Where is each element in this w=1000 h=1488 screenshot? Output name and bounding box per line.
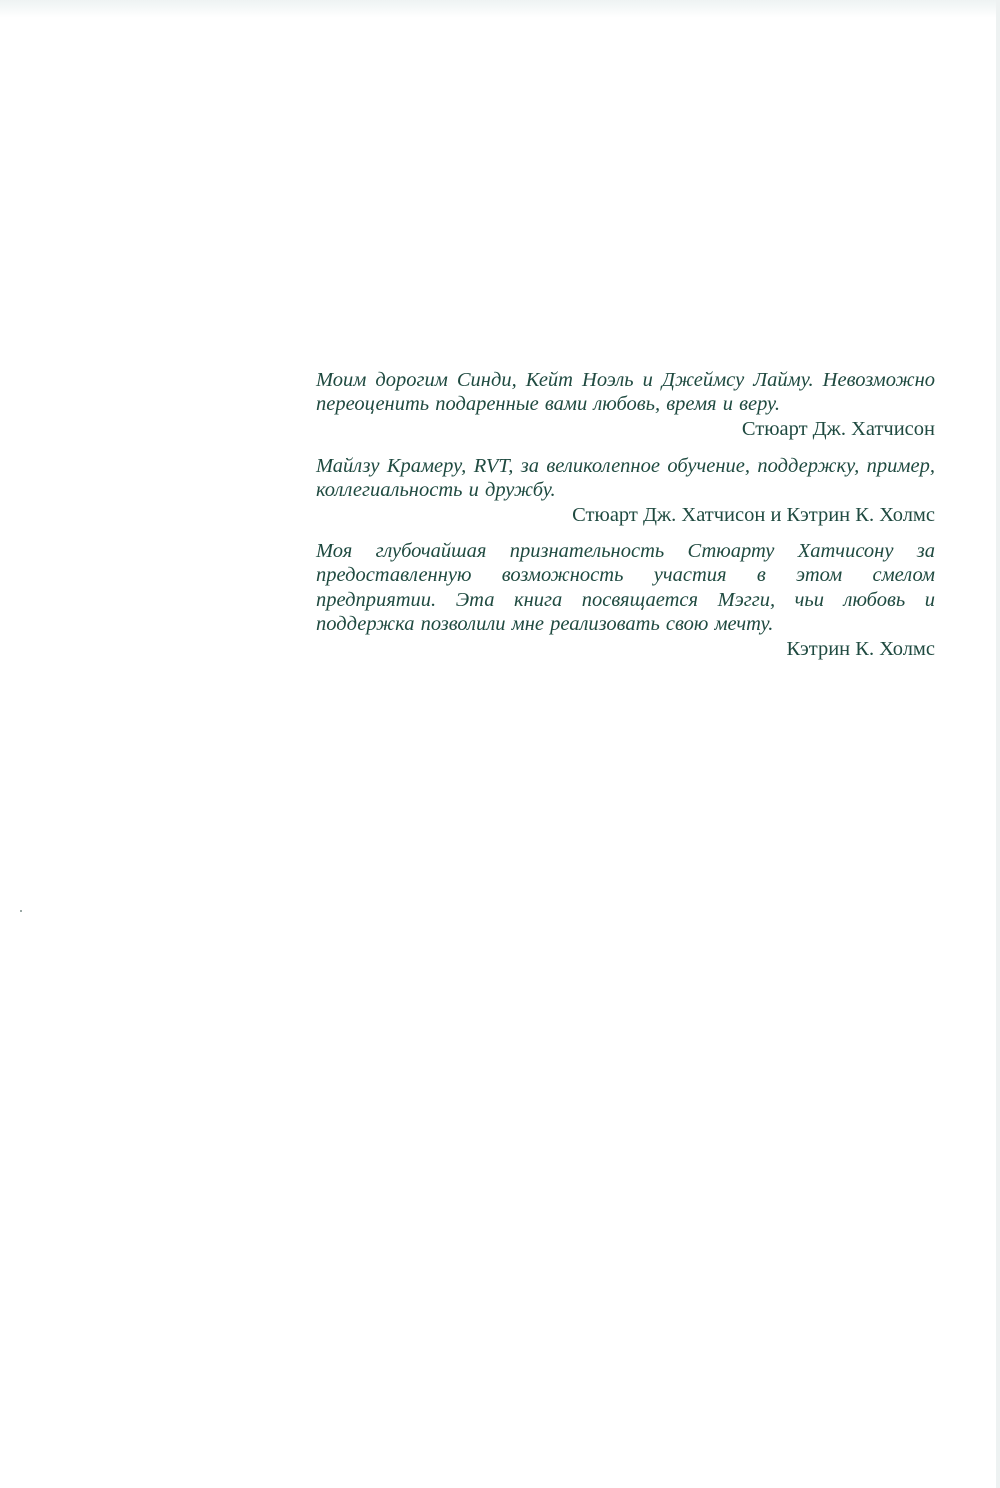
page-top-shade — [0, 0, 1000, 18]
dedication-1 — [316, 368, 935, 442]
dedications-block — [316, 368, 935, 673]
dedication-signature: Стюарт Дж. Хатчисон и Кэтрин К. Холмс — [572, 504, 935, 527]
dedication-text: Моя глубочайшая признательность Стюарту Хатчисону за предоставленную возможность участия в этом смелом предприятии. Эта книга посвящается Мэгги, чьи любовь и поддержка позволили мне реализовать свою мечту. — [316, 540, 935, 635]
dedication-text: Моим дорогим Синди, Кейт Ноэль и Джеймсу Лайму. Невозможно переоценить подаренные вами любовь, время и веру. — [316, 369, 935, 416]
dedication-2 — [316, 454, 935, 528]
dedication-signature: Стюарт Дж. Хатчисон — [741, 418, 935, 441]
dedication-text: Майлзу Крамеру, RVT, за великолепное обучение, поддержку, пример, коллегиальность и дружбу. — [316, 454, 935, 501]
page-right-edge — [996, 0, 1000, 1488]
paper-speck — [20, 910, 22, 912]
dedication-signature: Кэтрин К. Холмс — [786, 638, 935, 661]
dedication-3 — [316, 539, 935, 661]
